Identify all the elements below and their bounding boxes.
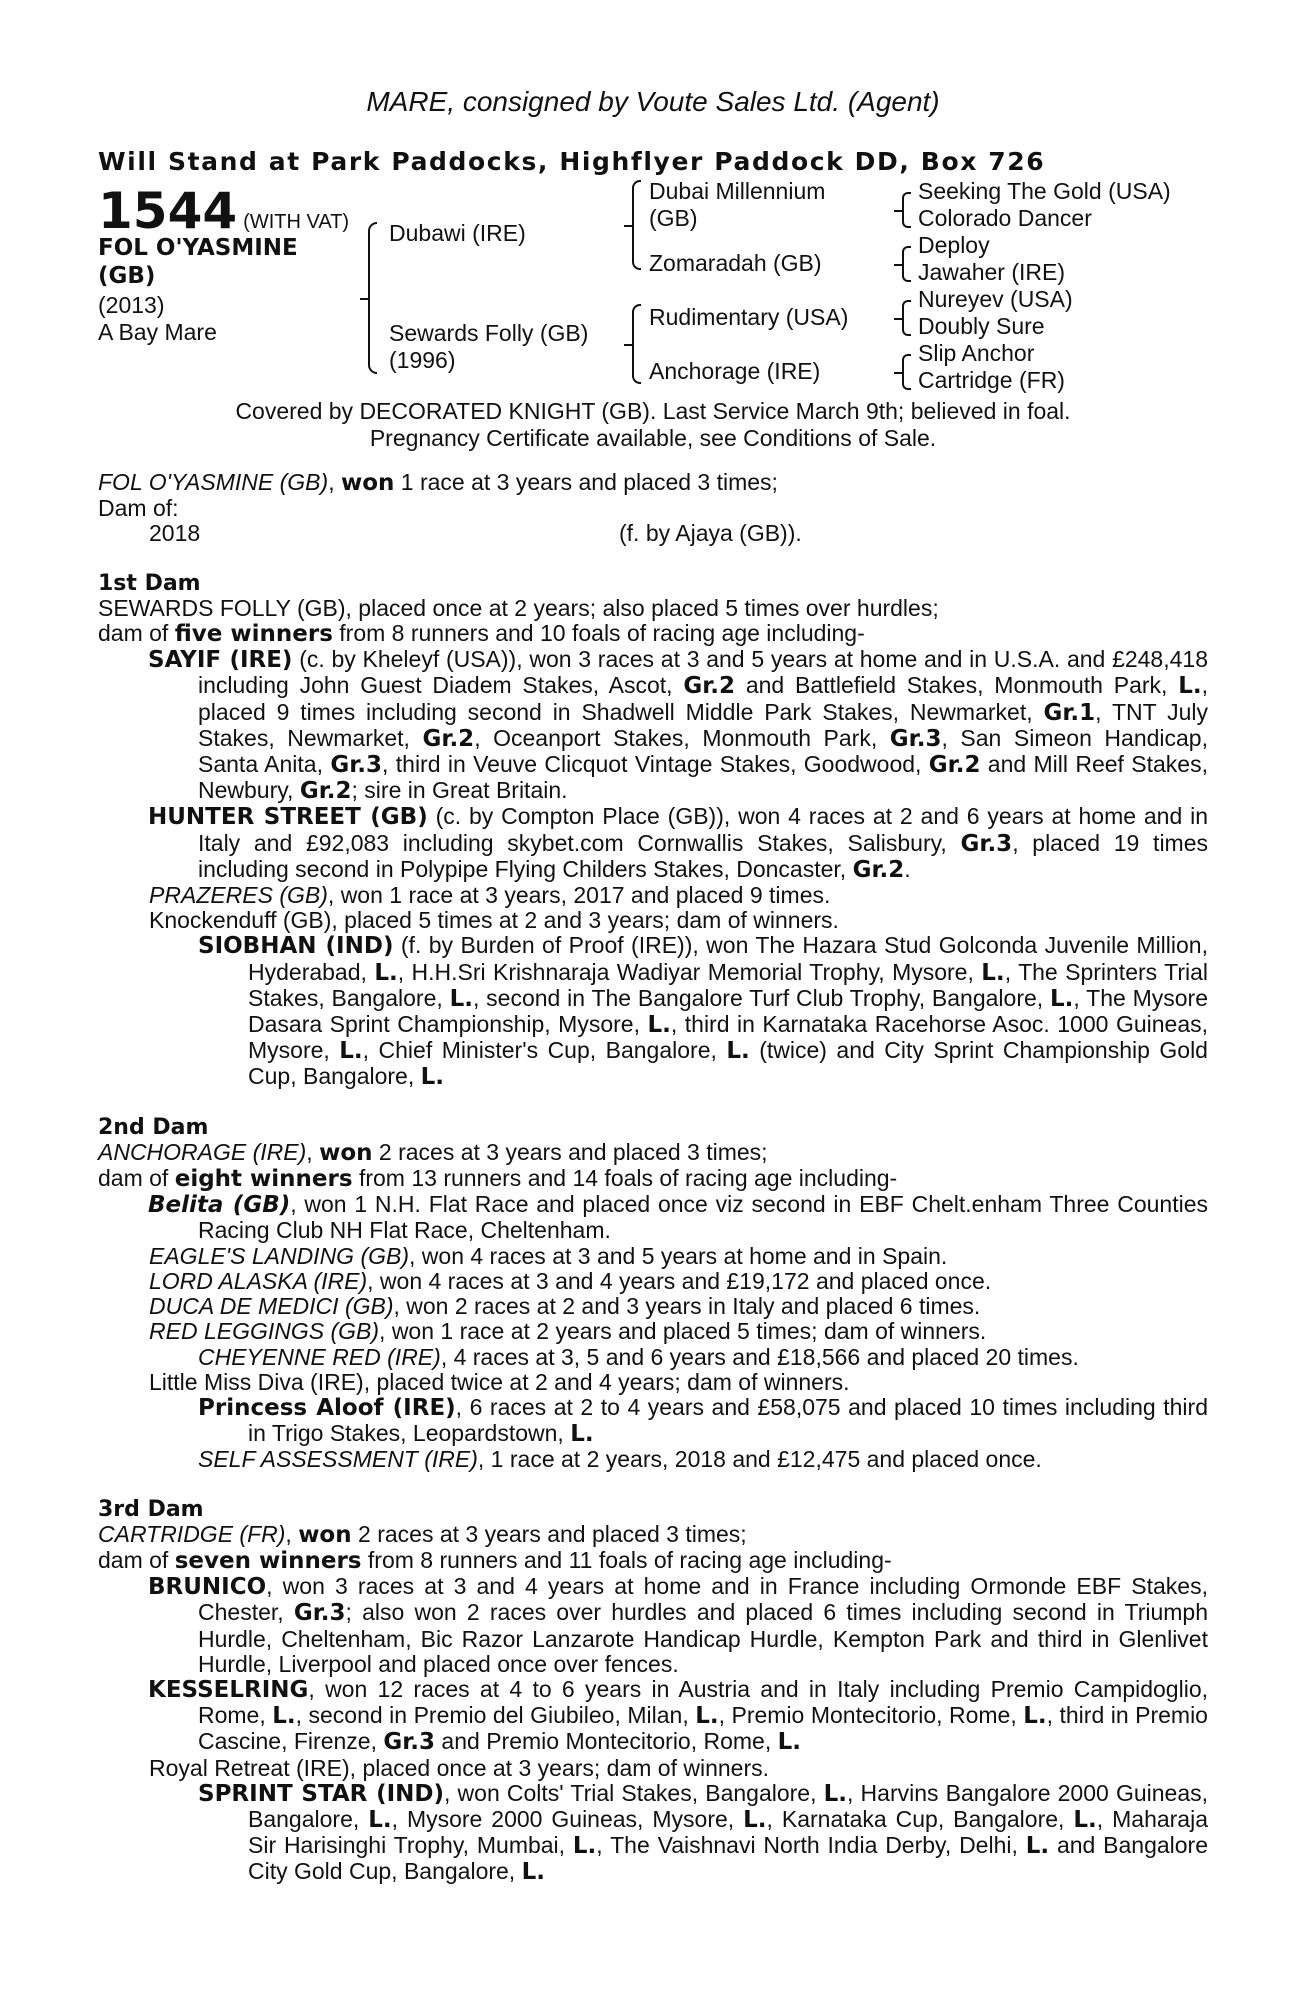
grade: L. [272, 1703, 296, 1730]
entry-princess-aloof [98, 1395, 1208, 1447]
text: , 6 races at 2 to 4 years and £58,075 and placed 10 times including third in Trigo Stakes, Leopardstown, [248, 1393, 1208, 1447]
horse-name: FOL O'YASMINE (GB) [98, 235, 298, 289]
text: , won 3 races at 3 and 4 years at home and in France including Ormonde EBF Stakes, Chester, [198, 1573, 1208, 1626]
horse-name: BRUNICO [148, 1574, 267, 1601]
grade: L. [570, 1421, 594, 1448]
grade: L. [374, 959, 398, 986]
pedigree-g3: Deploy [918, 232, 990, 258]
entry-eagles-landing [98, 1244, 1208, 1269]
entry-sayif [98, 647, 1208, 804]
horse-name: SPRINT STAR (IND) [198, 1780, 445, 1807]
winners-count: eight winners [174, 1166, 353, 1193]
grade: L. [726, 1038, 750, 1065]
winners-count: five winners [174, 621, 333, 648]
text: dam of [98, 1546, 175, 1573]
text: from 8 runners and 11 foals of racing age including- [361, 1546, 892, 1573]
grade: L. [1023, 1703, 1047, 1730]
horse-name: RED LEGGINGS (GB) [149, 1318, 380, 1345]
horse-name: Belita (GB) [148, 1192, 291, 1219]
horse-name: KESSELRING [148, 1676, 309, 1703]
entry-little-miss-diva: Little Miss Diva (IRE), placed twice at 2 and 4 years; dam of winners. [149, 1368, 850, 1395]
pedigree-sire: Dubawi (IRE) [389, 220, 526, 246]
grade: Gr.2 [928, 752, 981, 779]
pedigree-g2: Colorado Dancer [918, 205, 1092, 231]
text: , won 1 race at 3 years, 2017 and placed 9 times. [327, 882, 831, 909]
vat-note: (WITH VAT) [243, 211, 350, 233]
pedigree-sire-dam: Zomaradah (GB) [649, 250, 822, 276]
entry-kesselring [98, 1677, 1208, 1756]
covered-line-1: Covered by DECORATED KNIGHT (GB). Last Service March 9th; believed in foal. [235, 398, 1071, 424]
pedigree-brace-3 [632, 304, 641, 384]
entry-sprint-star [98, 1781, 1208, 1886]
catalogue-body [98, 470, 1208, 1886]
text: (f. by Burden of Proof (IRE)), won The Hazara Stud Golconda Juvenile Million, Hyderabad, [248, 932, 1208, 985]
text: , Oceanport Stakes, Monmouth Park, [474, 724, 890, 751]
intro-produce [98, 521, 1208, 546]
third-dam-produce [98, 1548, 1208, 1574]
entry-hunter-street [98, 804, 1208, 883]
pedigree-brace-7 [902, 354, 911, 390]
grade: Gr.2 [852, 856, 905, 883]
text: from 13 runners and 14 foals of racing age including- [352, 1165, 898, 1192]
grade: Gr.2 [422, 725, 475, 752]
pedigree-brace-4 [902, 192, 911, 228]
pedigree-dam-dam: Anchorage (IRE) [649, 358, 821, 384]
second-dam-line: ANCHORAGE (IRE), won 2 races at 3 years and placed 3 times; [98, 1138, 768, 1166]
text: , placed 9 times including second in Shadwell Middle Park Stakes, Newmarket, [198, 672, 1209, 725]
text: , won 4 races at 3 and 4 years and £19,172 and placed once. [367, 1267, 992, 1294]
grade: L. [695, 1703, 719, 1730]
horse-info [98, 292, 217, 346]
intro-won: won [340, 470, 395, 496]
pedigree-brace-2 [632, 180, 641, 270]
entry-siobhan [98, 933, 1208, 1090]
text: , The Sprinters Trial Stakes, Bangalore, [248, 958, 1208, 1011]
won-label: won [319, 1139, 373, 1166]
grade: Gr.2 [683, 673, 736, 700]
entry-brunico [98, 1574, 1208, 1677]
horse-name: SAYIF (IRE) [148, 647, 293, 674]
grade: L. [981, 959, 1005, 986]
horse-name: DUCA DE MEDICI (GB) [149, 1293, 394, 1320]
text: , Harvins Bangalore 2000 Guineas, Bangalore, [248, 1779, 1208, 1832]
grade: L. [743, 1806, 767, 1833]
pedigree-g1: Seeking The Gold (USA) [918, 178, 1171, 204]
grade: Gr.3 [383, 1729, 436, 1756]
consignor-line: MARE, consigned by Voute Sales Ltd. (Agent) [366, 86, 940, 117]
pedigree-sire-sire-line1: Dubai Millennium [649, 178, 826, 204]
text: , Maharaja Sir Harisinghi Trophy, Mumbai, [248, 1805, 1208, 1859]
horse-name: ANCHORAGE (IRE) [98, 1138, 307, 1165]
entry-belita [98, 1192, 1208, 1243]
text: 2 races at 3 years and placed 3 times; [351, 1520, 747, 1547]
text: (c. by Compton Place (GB)), won 4 races at 2 and 6 years at home and in Italy and £92,083 including skybet.com Cornwallis Stakes, Salisbury, [198, 803, 1209, 856]
pedigree-dam-name: Sewards Folly (GB) [389, 320, 589, 346]
grade: L. [339, 1038, 363, 1065]
text: and Battlefield Stakes, Monmouth Park, [735, 672, 1179, 699]
pedigree-g4: Jawaher (IRE) [918, 259, 1065, 285]
text: , won 12 races at 4 to 6 years in Austria and in Italy including Premio Campidoglio, Rome, [198, 1675, 1208, 1729]
text: dam of [98, 620, 175, 647]
pedigree-g7: Slip Anchor [918, 340, 1035, 366]
pedigree-brace-6 [902, 300, 911, 336]
winners-count: seven winners [174, 1547, 362, 1574]
entry-red-leggings [98, 1319, 1208, 1344]
text: , won 4 races at 3 and 5 years at home and in Spain. [409, 1242, 948, 1269]
text: , won 2 races at 2 and 3 years in Italy and placed 6 times. [393, 1293, 981, 1320]
text: , 4 races at 3, 5 and 6 years and £18,566 and placed 20 times. [440, 1343, 1079, 1370]
text: , third in Veuve Clicquot Vintage Stakes, Goodwood, [382, 751, 929, 778]
first-dam-produce [98, 621, 1208, 647]
text: , third in Karnataka Racehorse Asoc. 1000 Guineas, Mysore, [248, 1011, 1208, 1064]
text: (c. by Kheleyf (USA)), won 3 races at 3 and 5 years at home and in U.S.A. and £248,418 including John Guest Diadem Stakes, Ascot, [198, 646, 1208, 699]
horse-year: (2013) [98, 292, 165, 318]
pedigree-brace-5 [902, 246, 911, 282]
pedigree-sire-sire-line2: (GB) [649, 205, 698, 231]
grade: Gr.3 [293, 1600, 346, 1627]
entry-lord-alaska [98, 1269, 1208, 1294]
entry-cheyenne-red [98, 1345, 1208, 1370]
text: and Premio Montecitorio, Rome, [435, 1728, 778, 1755]
text: , Karnataka Cup, Bangalore, [766, 1805, 1074, 1832]
text: , San Simeon Handicap, Santa Anita, [198, 724, 1208, 778]
text: , Chief Minister's Cup, Bangalore, [362, 1037, 727, 1064]
lot-number: 1544 [98, 182, 238, 240]
grade: Gr.1 [1043, 699, 1096, 726]
pedigree-dam-sire: Rudimentary (USA) [649, 304, 849, 330]
horse-name: HUNTER STREET (GB) [148, 804, 428, 831]
entry-prazeres [98, 883, 1208, 908]
grade: L. [1178, 673, 1202, 700]
text: , second in Premio del Giubileo, Milan, [295, 1702, 696, 1729]
first-dam-heading: 1st Dam [98, 570, 201, 596]
pedigree-brace-1 [368, 222, 377, 374]
covered-note [98, 398, 1208, 452]
produce-year: 2018 [149, 520, 201, 547]
text: ; also won 2 races over hurdles and placed 6 times including second in Triumph Hurdle, Cheltenham, Bic Razor Lanzarote Handicap Hurdle, Kempton Park and third in Glenlivet Hurdle, Liverpool and placed once over fences. [198, 1599, 1209, 1677]
third-dam-heading: 3rd Dam [98, 1496, 204, 1522]
horse-name: CARTRIDGE (FR) [98, 1520, 286, 1547]
text: and Bangalore City Gold Cup, Bangalore, [248, 1832, 1209, 1885]
text: , second in The Bangalore Turf Club Trophy, Bangalore, [472, 984, 1050, 1011]
intro-line: FOL O'YASMINE (GB), won 1 race at 3 years and placed 3 times; [98, 469, 778, 496]
entry-knockenduff: Knockenduff (GB), placed 5 times at 2 and 3 years; dam of winners. [149, 907, 839, 934]
horse-name: EAGLE'S LANDING (GB) [149, 1242, 410, 1269]
grade: L. [647, 1012, 671, 1039]
text: , H.H.Sri Krishnaraja Wadiyar Memorial Trophy, Mysore, [397, 958, 982, 985]
text: 2 races at 3 years and placed 3 times; [372, 1138, 768, 1165]
text: , won 1 race at 2 years and placed 5 times; dam of winners. [379, 1318, 987, 1345]
horse-description: A Bay Mare [98, 319, 217, 345]
intro-dam-of: Dam of: [98, 495, 179, 522]
text: . [904, 855, 911, 882]
pedigree-sire-sire [649, 178, 825, 232]
text: from 8 runners and 10 foals of racing age including- [332, 620, 865, 647]
horse-name: PRAZERES (GB) [149, 882, 328, 909]
text: ; sire in Great Britain. [351, 777, 568, 804]
text: , won Colts' Trial Stakes, Bangalore, [444, 1779, 824, 1806]
grade: L. [777, 1729, 802, 1756]
grade: Gr.3 [889, 725, 942, 752]
entry-self-assessment [98, 1447, 1208, 1472]
pedigree-g8: Cartridge (FR) [918, 367, 1065, 393]
grade: L. [1073, 1806, 1097, 1833]
won-label: won [298, 1521, 352, 1548]
text: , 1 race at 2 years, 2018 and £12,475 and placed once. [477, 1446, 1042, 1473]
horse-name: CHEYENNE RED (IRE) [198, 1343, 441, 1370]
lot-header [98, 182, 349, 240]
entry-royal-retreat: Royal Retreat (IRE), placed once at 3 years; dam of winners. [149, 1754, 770, 1781]
text: , placed 19 times including second in Polypipe Flying Childers Stakes, Doncaster, [198, 829, 1208, 882]
horse-name: SIOBHAN (IND) [198, 933, 394, 960]
grade: L. [1025, 1833, 1050, 1860]
text: , Mysore 2000 Guineas, Mysore, [391, 1805, 744, 1832]
stand-location: Will Stand at Park Paddocks, Highflyer Paddock DD, Box 726 [98, 147, 1046, 176]
grade: L. [572, 1833, 597, 1860]
produce-note: (f. by Ajaya (GB)). [619, 520, 802, 547]
grade: L. [521, 1859, 545, 1886]
text: and Mill Reef Stakes, Newbury, [198, 751, 1208, 804]
pedigree-dam [389, 320, 588, 374]
third-dam-line: CARTRIDGE (FR), won 2 races at 3 years and placed 3 times; [98, 1520, 747, 1548]
intro-horse-name: FOL O'YASMINE (GB) [98, 469, 329, 495]
pedigree-dam-year: (1996) [389, 347, 456, 373]
intro-text: 1 race at 3 years and placed 3 times; [394, 469, 778, 495]
text: dam of [98, 1165, 175, 1192]
first-dam-line: SEWARDS FOLLY (GB), placed once at 2 years; also placed 5 times over hurdles; [98, 594, 939, 621]
second-dam-produce [98, 1166, 1208, 1192]
horse-name: SELF ASSESSMENT (IRE) [198, 1446, 478, 1473]
horse-name: Princess Aloof (IRE) [198, 1394, 456, 1421]
text: , TNT July Stakes, Newmarket, [198, 698, 1208, 751]
grade: L. [1049, 985, 1074, 1012]
text: (twice) and City Sprint Championship Gold Cup, Bangalore, [248, 1037, 1208, 1090]
text: , Premio Montecitorio, Rome, [718, 1702, 1024, 1729]
second-dam-heading: 2nd Dam [98, 1114, 209, 1140]
pedigree-g5: Nureyev (USA) [918, 286, 1073, 312]
grade: L. [368, 1806, 392, 1833]
text: , won 1 N.H. Flat Race and placed once viz second in EBF Chelt.enham Three Counties Racing Club NH Flat Race, Cheltenham. [198, 1191, 1208, 1244]
covered-line-2: Pregnancy Certificate available, see Conditions of Sale. [369, 425, 937, 451]
grade: Gr.3 [330, 752, 383, 779]
pedigree-g6: Doubly Sure [918, 313, 1045, 339]
grade: Gr.2 [299, 778, 352, 805]
text: , The Mysore Dasara Sprint Championship, Mysore, [248, 984, 1209, 1038]
grade: L. [449, 985, 473, 1012]
text: , third in Premio Cascine, Firenze, [198, 1702, 1208, 1755]
grade: L. [823, 1780, 848, 1807]
grade: Gr.3 [960, 830, 1013, 857]
text: , The Vaishnavi North India Derby, Delhi, [596, 1832, 1026, 1859]
grade: L. [420, 1064, 445, 1091]
horse-name: LORD ALASKA (IRE) [149, 1267, 368, 1294]
entry-duca-de-medici [98, 1294, 1208, 1319]
